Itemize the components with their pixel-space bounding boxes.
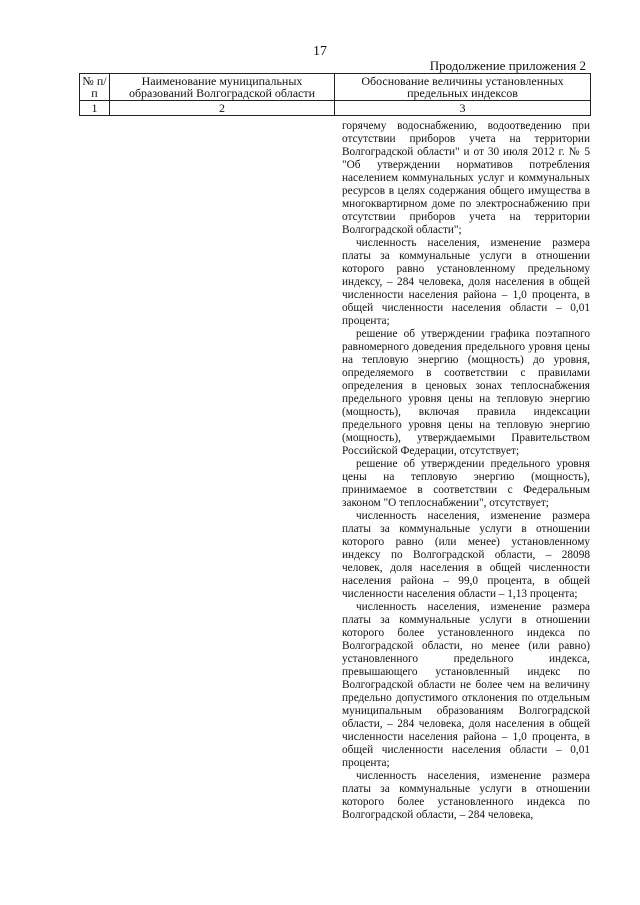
continuation-label: Продолжение приложения 2 [429,58,586,73]
paragraph-heat-price-limit: решение об утверждении предельного уровня цены на тепловую энергию (мощность), принимаемое в соответствии с Федеральным законом "О теплоснабжении", отсутствует; [342,458,590,509]
paragraph-heat-price-schedule: решение об утверждении графика поэтапного равномерного доведения предельного уровня цены на тепловую энергию (мощность) до уровня, определяемого в соответствии с правилами определения в ценовых зонах теплоснабжения предельного уровня цены на тепловую энергию (мощность), включая правила индексации предельного уровня цены на тепловую энергию (мощность), утверждаемыми Правительством Российской Федерации, отсутствует; [342,328,590,457]
paragraph-population-between-indices: численность населения, изменение размера платы за коммунальные услуги в отношении которого более установленного индекса по Волгоградской области, но менее (или равно) установленного предельного индекса, превышающего установленный индекс по Волгоградской области не более чем на величину предельно допустимого отклонения по отдельным муниципальным образованиям Волгоградской области, – 284 человека, доля населения в общей численности населения района – 1,0 процента, в общей численности населения области – 0,01 процента; [342,601,590,769]
column-number-row [80,101,591,116]
column-header-municipality: Наименование муниципальных образований Волгоградской области [110,74,335,101]
justification-text-column [342,120,590,822]
column-number-3: 3 [335,101,591,116]
column-number-1: 1 [80,101,110,116]
page-number: 17 [313,44,327,59]
paragraph-population-above-index: численность населения, изменение размера платы за коммунальные услуги в отношении которого более установленного индекса по Волгоградской области, – 284 человека, [342,770,590,821]
paragraph-continuation: горячему водоснабжению, водоотведению при отсутствии приборов учета на территории Волгоградской области" и от 30 июля 2012 г. № 5 "Об утверждении нормативов потребления населением коммунальных услуг и коммунальных ресурсов в целях содержания общего имущества в многоквартирном доме по электроснабжению при отсутствии приборов учета на территории Волгоградской области"; [342,120,590,236]
table-header-row [80,74,591,101]
column-header-number: № п/п [80,74,110,101]
header-table [79,73,591,116]
column-number-2: 2 [110,101,335,116]
paragraph-population-equal-limit: численность населения, изменение размера платы за коммунальные услуги в отношении которого равно установленному предельному индексу, – 284 человека, доля населения в общей численности населения района – 1,0 процента, в общей численности населения области – 0,01 процента; [342,237,590,327]
column-header-justification: Обоснование величины установленных предельных индексов [335,74,591,101]
paragraph-population-below-index: численность населения, изменение размера платы за коммунальные услуги в отношении которого равно (или менее) установленному индексу по Волгоградской области, – 28098 человек, доля населения в общей численности населения района – 99,0 процента, в общей численности населения области – 1,13 процента; [342,510,590,600]
